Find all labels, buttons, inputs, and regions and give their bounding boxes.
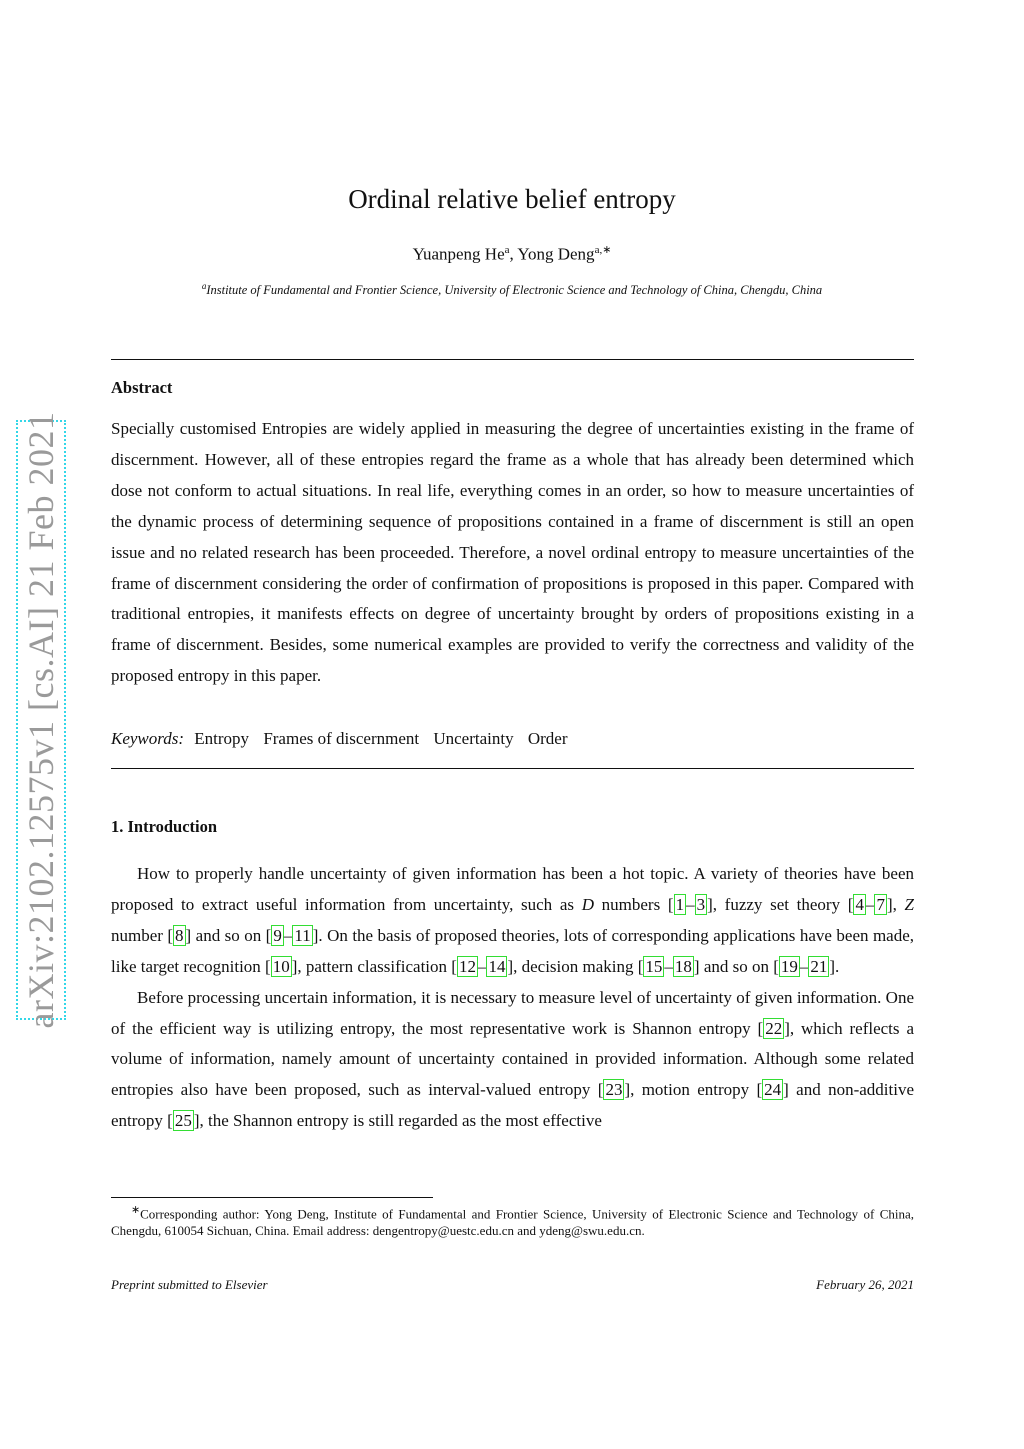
math-symbol: D <box>581 894 594 914</box>
citation-link[interactable]: 10 <box>272 956 290 976</box>
intro-text: ], motion entropy [ <box>624 1080 763 1100</box>
intro-text: ]. On the basis of proposed theories, lots of corresponding applications have been made, like target recognition [ <box>111 925 915 976</box>
keywords <box>111 729 578 749</box>
range-dash: – <box>686 894 695 914</box>
footer-date: February 26, 2021 <box>816 1277 914 1292</box>
footnote-rule <box>111 1197 433 1198</box>
arxiv-identifier[interactable]: arXiv:2102.12575v1 [cs.AI] 21 Feb 2021 <box>21 411 61 1029</box>
affiliation-text: Institute of Fundamental and Frontier Science, University of Electronic Science and Technology of China, Chengdu, China <box>206 283 823 298</box>
intro-text: ], fuzzy set theory [ <box>707 894 854 914</box>
range-dash: – <box>799 956 809 976</box>
citation-link[interactable]: 23 <box>605 1080 623 1100</box>
citation-link[interactable]: 19 <box>780 956 798 976</box>
keyword: Entropy <box>194 729 250 748</box>
citation-link[interactable]: 7 <box>876 894 885 914</box>
footnote-mark: ∗ <box>131 1204 141 1216</box>
abstract-heading: Abstract <box>111 378 173 397</box>
intro-text: numbers [ <box>593 894 674 914</box>
citation-link[interactable]: 9 <box>273 925 282 945</box>
affiliation <box>0 281 1024 298</box>
affiliation-mark: a <box>201 281 207 291</box>
keywords-label: Keywords: <box>111 729 185 748</box>
introduction-body <box>111 859 914 1137</box>
abstract-text: Specially customised Entropies are widely applied in measuring the degree of uncertainties existing in the frame of discernment. However, all of these entropies regard the frame as a whole that has already been determined which dose not conform to actual situations. In real life, everything comes in an order, so how to measure uncertainties of the dynamic process of determining sequence of propositions contained in a frame of discernment is still an open issue and no related research has been proceeded. Therefore, a novel ordinal entropy to measure uncertainties of the frame of discernment considering the order of confirmation of propositions is proposed in this paper. Compared with traditional entropies, it manifests effects on degree of uncertainty brought by orders of propositions existing in a frame of discernment. Besides, some numerical examples are provided to verify the correctness and validity of the proposed entropy in this paper. <box>111 419 914 686</box>
intro-text: ], pattern classification [ <box>291 956 457 976</box>
author-separator: , <box>509 244 518 264</box>
intro-text: ], which reflects a volume of information, namely amount of uncertainty contained in provided information. Although some related entropies also have been proposed, such as interval-valued entropy [ <box>111 1018 914 1100</box>
author-name: Yong Deng <box>517 244 595 264</box>
citation-link[interactable]: 3 <box>696 894 706 914</box>
intro-text: Before processing uncertain information, it is necessary to measure level of uncertainty of given information. One of the efficient way is utilizing entropy, the most representative work is Shannon entropy [ <box>111 987 914 1038</box>
footnote-text-wrap <box>111 1202 914 1239</box>
range-dash: – <box>664 956 673 976</box>
footer-preprint-note: Preprint submitted to Elsevier <box>111 1277 268 1292</box>
keyword: Order <box>527 729 568 748</box>
citation-link[interactable]: 8 <box>175 925 184 945</box>
range-dash: – <box>283 925 293 945</box>
intro-text: ], the Shannon entropy is still regarded as the most effective <box>193 1111 602 1131</box>
citation-link[interactable]: 24 <box>764 1080 782 1100</box>
intro-text: ] and so on [ <box>693 956 779 976</box>
author-line <box>0 243 1024 265</box>
abstract-bottom-rule <box>111 768 914 769</box>
citation-link[interactable]: 12 <box>458 956 476 976</box>
citation-link[interactable]: 1 <box>675 894 685 914</box>
citation-link[interactable]: 14 <box>488 956 506 976</box>
footnote-text: Corresponding author: Yong Deng, Institute of Fundamental and Frontier Science, University of Electronic Science and Technology of China, Chengdu, 610054 Sichuan, China. Email address: dengentropy@uestc.edu.cn and ydeng@swu.edu.cn. <box>111 1206 914 1238</box>
footnote <box>111 1202 914 1239</box>
citation-link[interactable]: 25 <box>174 1111 192 1131</box>
section-heading: 1. Introduction <box>111 817 218 836</box>
citation-link[interactable]: 21 <box>810 956 828 976</box>
intro-text: How to properly handle uncertainty of given information has been a hot topic. A variety of theories have been proposed to extract useful information from uncertainty, such as <box>111 864 914 914</box>
arxiv-identifier-box[interactable] <box>16 411 66 1029</box>
intro-text: ] and so on [ <box>185 925 272 945</box>
citation-link[interactable]: 4 <box>855 894 864 914</box>
author-name: Yuanpeng He <box>412 244 505 264</box>
intro-paragraph <box>111 983 914 1138</box>
abstract-top-rule <box>111 359 914 360</box>
citation-link[interactable]: 15 <box>645 956 663 976</box>
range-dash: – <box>477 956 487 976</box>
citation-link[interactable]: 11 <box>294 925 311 945</box>
intro-text: ]. <box>829 956 840 976</box>
range-dash: – <box>865 894 875 914</box>
intro-paragraph <box>111 859 914 983</box>
keyword: Uncertainty <box>433 729 514 748</box>
author-affiliation-mark: a <box>504 244 510 256</box>
citation-link[interactable]: 22 <box>765 1018 783 1038</box>
keyword: Frames of discernment <box>263 729 420 748</box>
intro-text: ], <box>886 894 905 914</box>
intro-text: ] and non-additive entropy [ <box>111 1080 915 1131</box>
math-symbol: Z <box>904 894 914 914</box>
citation-link[interactable]: 18 <box>674 956 692 976</box>
intro-text: ], decision making [ <box>507 956 644 976</box>
intro-text: number [ <box>111 925 174 945</box>
paper-title: Ordinal relative belief entropy <box>348 184 676 214</box>
author-affiliation-mark: a,∗ <box>594 244 612 256</box>
